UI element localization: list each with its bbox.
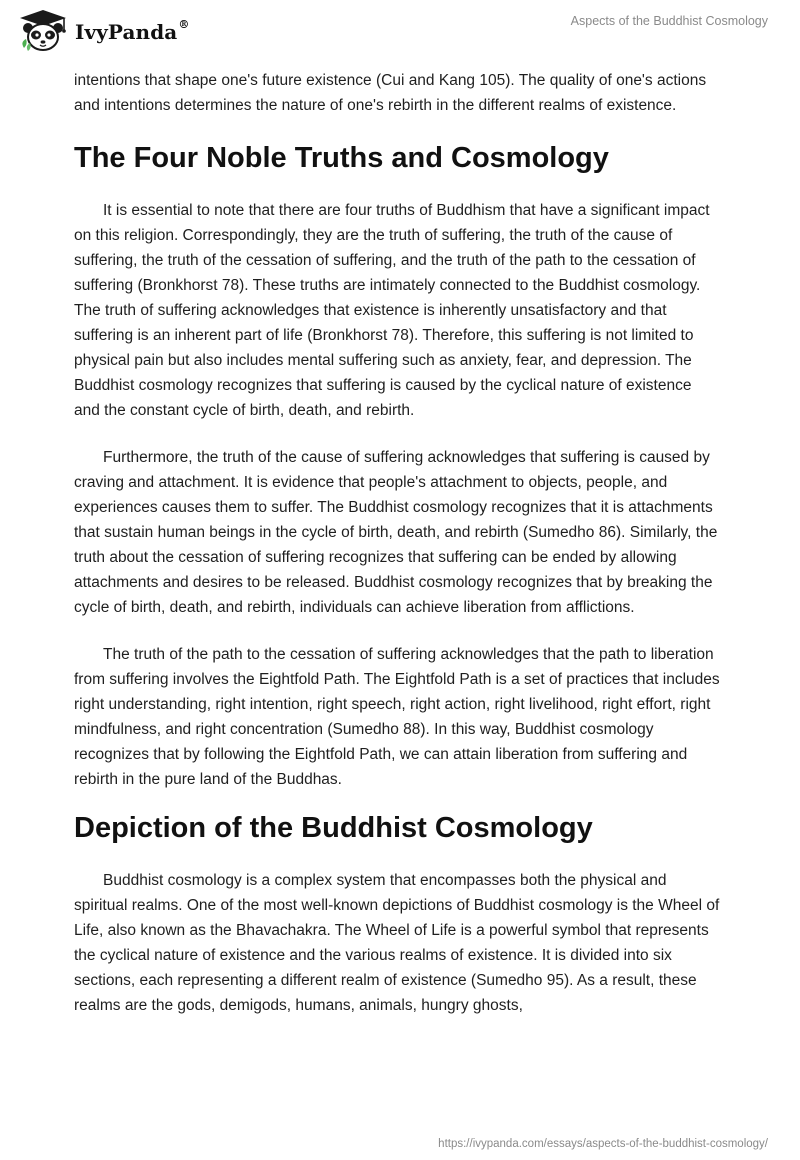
paragraph: Furthermore, the truth of the cause of suffering acknowledges that suffering is caused by craving and attachment. It is evidence that people's attachment to objects, people, and experiences causes them to suffer. The Buddhist cosmology recognizes that it is attachments that sustain human beings in the cycle of birth, death, and rebirth (Sumedho 86). Similarly, the truth about the cessation of suffering recognizes that suffering can be ended by allowing attachments and desires to be released. Buddhist cosmology recognizes that by breaking the cycle of birth, death, and rebirth, individuals can achieve liberation from afflictions. [74,449,718,616]
essay-content [74,68,720,1040]
paragraph: The truth of the path to the cessation of suffering acknowledges that the path to liberation from suffering involves the Eightfold Path. The Eightfold Path is a set of practices that includes right understanding, right intention, right speech, right action, right livelihood, right effort, right mindfulness, and right concentration (Sumedho 88). In this way, Buddhist cosmology recognizes that by following the Eightfold Path, we can attain liberation from suffering and rebirth in the pure land of the Buddhas. [74,646,720,788]
paragraph: Buddhist cosmology is a complex system that encompasses both the physical and spiritual realms. One of the most well-known depictions of Buddhist cosmology is the Wheel of Life, also known as the Bhavachakra. The Wheel of Life is a powerful symbol that represents the cyclical nature of existence and the various realms of existence. It is divided into six sections, each representing a different realm of existence (Sumedho 95). As a result, these realms are the gods, demigods, humans, animals, hungry ghosts, [74,872,720,1014]
panda-logo-icon [16,8,70,54]
section-heading-depiction: Depiction of the Buddhist Cosmology [74,812,593,844]
document-title: Aspects of the Buddhist Cosmology [570,14,768,28]
intro-paragraph: intentions that shape one's future existence (Cui and Kang 105). The quality of one's actions and intentions determines the nature of one's rebirth in the different realms of existence. [74,72,707,114]
section-heading-four-noble-truths: The Four Noble Truths and Cosmology [74,142,609,174]
page-header [0,0,800,60]
brand-logo[interactable] [16,8,189,54]
source-url[interactable]: https://ivypanda.com/essays/aspects-of-the-buddhist-cosmology/ [438,1138,768,1150]
brand-name: IvyPanda® [75,18,190,44]
paragraph: It is essential to note that there are four truths of Buddhism that have a significant impact on this religion. Correspondingly, they are the truth of suffering, the truth of the cause of suffering, the truth of the cessation of suffering, and the truth of the path to the cessation of suffering (Bronkhorst 78). These truths are intimately connected to the Buddhist cosmology. The truth of suffering acknowledges that existence is inherently unsatisfactory and that suffering is an inherent part of life (Bronkhorst 78). Therefore, this suffering is not limited to physical pain but also includes mental suffering such as anxiety, fear, and depression. The Buddhist cosmology recognizes that suffering is caused by the cyclical nature of existence and the constant cycle of birth, death, and rebirth. [74,202,710,419]
